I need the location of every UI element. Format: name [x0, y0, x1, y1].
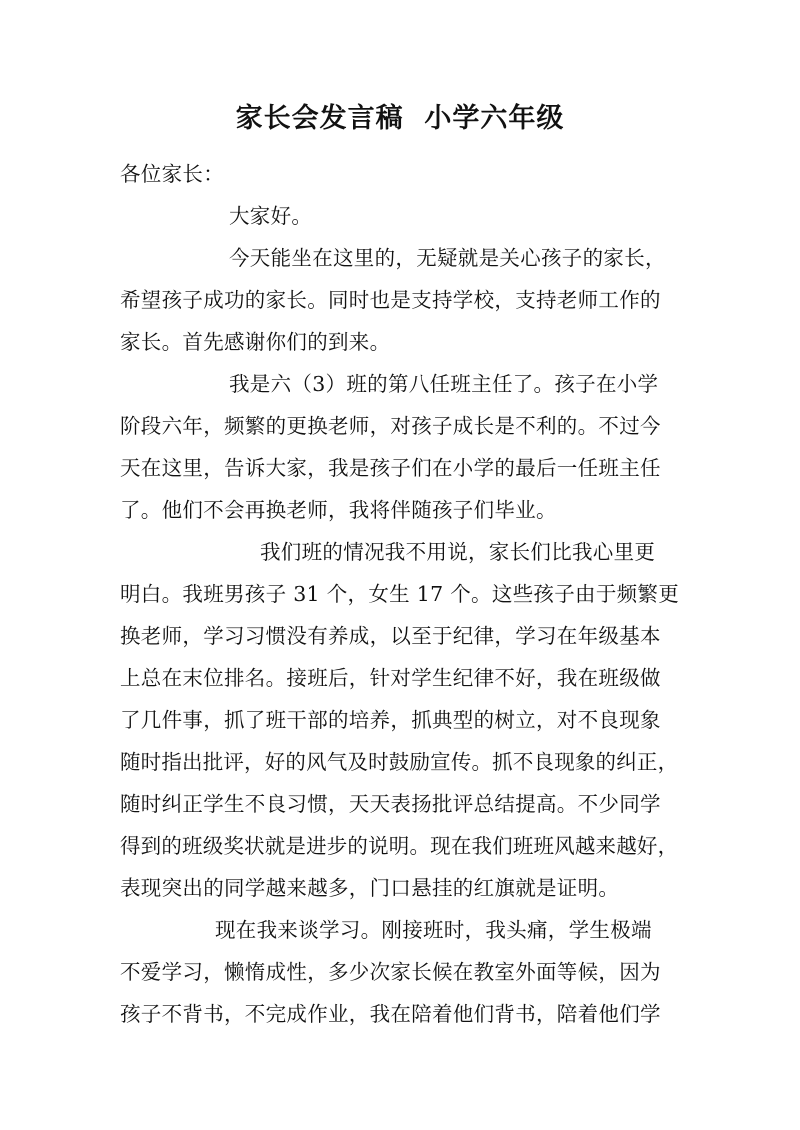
paragraph-line: 希望孩子成功的家长。同时也是支持学校，支持老师工作的	[120, 288, 661, 312]
document-title: 家长会发言稿 小学六年级	[235, 103, 565, 134]
paragraph-line: 得到的班级奖状就是进步的说明。现在我们班班风越来越好，	[120, 834, 679, 858]
paragraph-line: 了。他们不会再换老师，我将伴随孩子们毕业。	[120, 498, 557, 522]
paragraph-line: 今天能坐在这里的，无疑就是关心孩子的家长，	[229, 246, 666, 270]
paragraph-line: 明白。我班男孩子 31 个，女生 17 个。这些孩子由于频繁更	[120, 582, 680, 606]
paragraph-line: 我们班的情况我不用说，家长们比我心里更	[260, 540, 656, 564]
paragraph-line: 不爱学习，懒惰成性，多少次家长候在教室外面等候，因为	[120, 960, 661, 984]
paragraph-line: 阶段六年，频繁的更换老师，对孩子成长是不利的。不过今	[120, 414, 661, 438]
paragraph-line: 表现突出的同学越来越多，门口悬挂的红旗就是证明。	[120, 876, 620, 900]
paragraph-line: 天在这里，告诉大家，我是孩子们在小学的最后一任班主任	[120, 456, 661, 480]
paragraph-line: 换老师，学习习惯没有养成，以至于纪律，学习在年级基本	[120, 624, 661, 648]
paragraph-line: 我是六（3）班的第八任班主任了。孩子在小学	[229, 372, 659, 396]
paragraph-line: 随时指出批评，好的风气及时鼓励宣传。抓不良现象的纠正，	[120, 750, 679, 774]
paragraph-line: 随时纠正学生不良习惯，天天表扬批评总结提高。不少同学	[120, 792, 661, 816]
paragraph-line: 大家好。	[229, 204, 313, 228]
paragraph-line: 家长。首先感谢你们的到来。	[120, 330, 391, 354]
paragraph-line: 孩子不背书，不完成作业，我在陪着他们背书，陪着他们学	[120, 1002, 661, 1026]
paragraph-line: 了几件事，抓了班干部的培养，抓典型的树立，对不良现象	[120, 708, 661, 732]
paragraph-line: 现在我来谈学习。刚接班时，我头痛，学生极端	[215, 918, 652, 942]
salutation: 各位家长：	[120, 162, 224, 186]
paragraph-line: 上总在末位排名。接班后，针对学生纪律不好，我在班级做	[120, 666, 661, 690]
